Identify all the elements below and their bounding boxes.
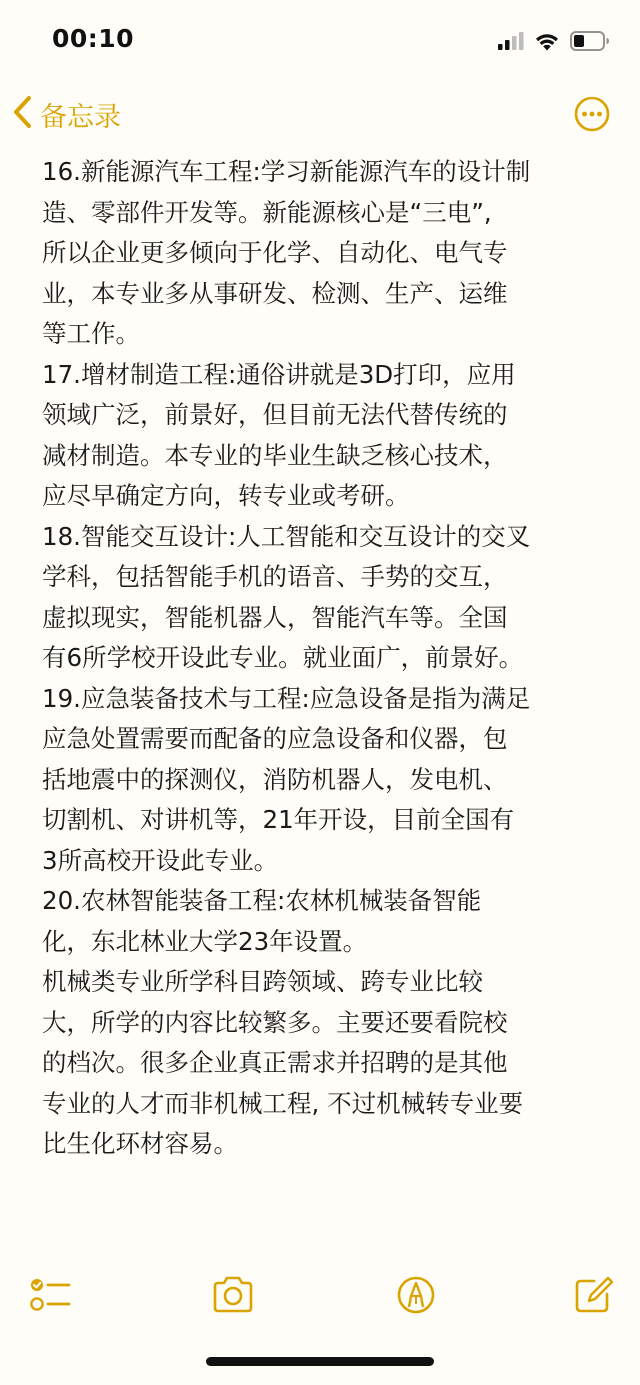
compose-button[interactable] [572,1275,618,1315]
note-line: 20.农林智能装备工程:农林机械装备智能 [42,886,482,915]
markup-icon [393,1275,439,1315]
markup-button[interactable] [393,1275,439,1315]
wifi-icon [534,32,560,51]
note-line: 切割机、对讲机等，21年开设，目前全国有 [42,805,515,834]
status-icons [498,28,610,54]
note-line: 3所高校开设此专业。 [42,845,279,875]
bottom-toolbar [0,1265,640,1325]
note-line: 减材制造。本专业的毕业生缺乏核心技术， [42,440,508,470]
note-line: 虚拟现实，智能机器人，智能汽车等。全国 [42,602,508,632]
note-line: 所以企业更多倾向于化学、自动化、电气专 [42,238,508,267]
note-line: 应尽早确定方向，转专业或考研。 [42,481,410,510]
note-line: 18.智能交互设计:人工智能和交互设计的交叉 [42,521,531,551]
compose-icon [572,1275,618,1315]
ellipsis-circle-icon [574,96,610,132]
note-line: 等工作。 [42,319,140,348]
nav-bar [0,86,640,142]
note-line: 化，东北林业大学23年设置。 [42,926,368,956]
camera-button[interactable] [210,1275,256,1315]
note-line: 的档次。很多企业真正需求并招聘的是其他 [42,1048,508,1077]
checklist-icon [28,1275,74,1315]
note-line: 括地震中的探测仪，消防机器人，发电机、 [42,764,508,794]
note-line: 机械类专业所学科目跨领域、跨专业比较 [42,967,483,996]
note-line: 应急处置需要而配备的应急设备和仪器，包 [42,724,508,753]
more-button[interactable] [574,96,610,132]
note-line: 大，所学的内容比较繁多。主要还要看院校 [42,1007,508,1037]
note-line: 16.新能源汽车工程:学习新能源汽车的设计制 [42,157,531,186]
note-body[interactable] [42,152,602,1165]
checklist-button[interactable] [28,1275,74,1315]
note-line: 有6所学校开设此专业。就业面广，前景好。 [42,643,524,672]
battery-icon [570,31,610,51]
note-line: 造、零部件开发等。新能源核心是“三电”, [42,197,492,227]
status-bar [0,0,640,80]
home-indicator [206,1357,434,1366]
signal-icon [498,32,524,50]
note-line: 比生化环材容易。 [42,1129,238,1158]
note-line: 学科，包括智能手机的语音、手势的交互， [42,562,508,591]
note-line: 业，本专业多从事研发、检测、生产、运维 [42,278,508,308]
back-button[interactable] [12,86,121,142]
back-label: 备忘录 [40,101,121,133]
note-line: 19.应急装备技术与工程:应急设备是指为满足 [42,683,531,713]
status-time: 00:10 [52,24,135,53]
chevron-left-icon [12,95,34,133]
note-line: 专业的人才而非机械工程, 不过机械转专业要 [42,1088,524,1118]
note-line: 17.增材制造工程:通俗讲就是3D打印，应用 [42,359,516,389]
camera-icon [210,1275,256,1315]
note-line: 领域广泛，前景好，但目前无法代替传统的 [42,400,508,429]
